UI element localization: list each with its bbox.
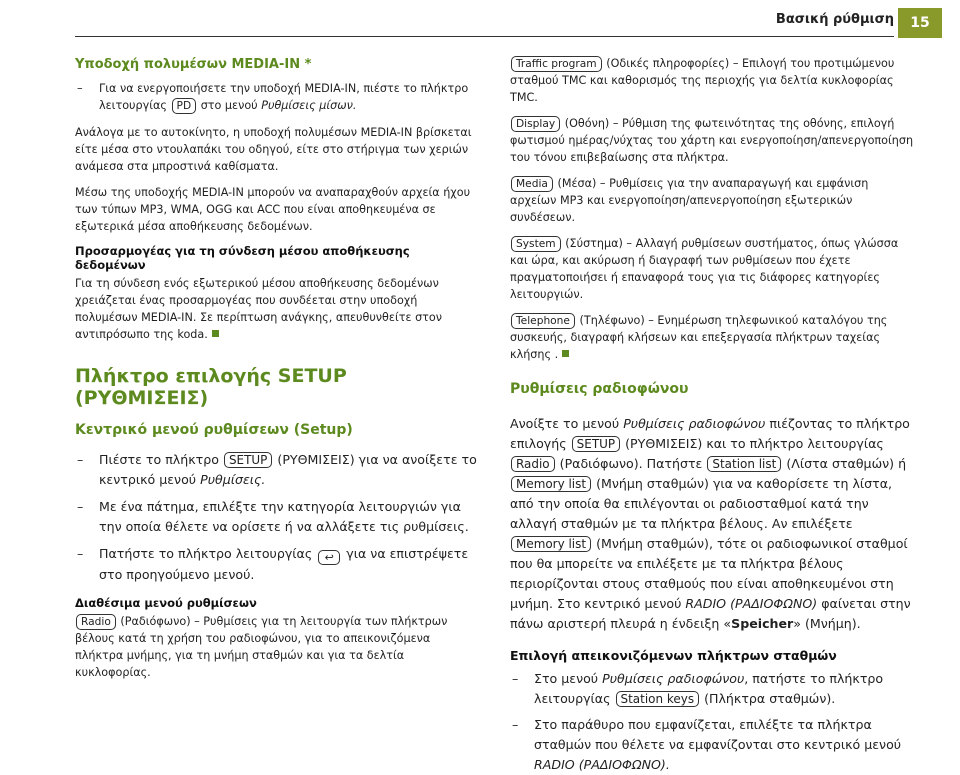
right-column [510,50,918,775]
pd-key[interactable]: PD [172,98,197,114]
traffic-program-key[interactable]: Traffic program [511,56,602,72]
station-keys-key[interactable]: Station keys [616,691,700,707]
setup-key-right[interactable]: SETUP [572,436,620,452]
header-title: Βασική ρύθμιση [775,12,894,27]
media-key[interactable]: Media [511,176,553,192]
setup-bullet-3: – Πατήστε το πλήκτρο λειτουργίας ↩ για να επιστρέψετε στο προηγούμενο μενού. [75,544,477,585]
memory-list-key[interactable]: Memory list [511,476,591,492]
radio-key[interactable]: Radio [76,614,116,630]
radio-menu-item: Radio (Ραδιόφωνο) – Ρυθμίσεις για τη λειτουργία των πλήκτρων βέλους κατά τη χρήση του ραδιοφώνου, για το απεικονιζόμενα πλήκτρα μνήμης, για τη μνήμη σταθμών και για τα δελτία κυκλοφορίας. [75,615,448,679]
page-number: 15 [898,8,942,38]
end-mark-icon [562,350,569,357]
display-key[interactable]: Display [511,116,560,132]
back-icon[interactable]: ↩ [318,550,340,565]
available-menus-heading: Διαθέσιμα μενού ρυθμίσεων [75,596,257,610]
left-column [75,50,477,681]
setup-bullet-2: – Με ένα πάτημα, επιλέξτε την κατηγορία λειτουργιών για την οποία θέλετε να ορίσετε ή να αλλάξετε τις ρυθμίσεις. [75,497,477,537]
station-keys-bullet-1: – Στο μενού Ρυθμίσεις ραδιοφώνου, πατήστε το πλήκτρο λειτουργίας Station keys (Πλήκτρα σταθμών). [510,669,918,709]
station-keys-bullet-2: – Στο παράθυρο που εμφανίζεται, επιλέξτε τα πλήκτρα σταθμών που θέλετε να εμφανίζονται στο κεντρικό μενού RADIO (ΡΑΔΙΟΦΩΝΟ). [510,715,918,775]
menu-item-system: System (Σύστημα) – Αλλαγή ρυθμίσεων συστήματος, όπως γλώσσα και ώρα, και ακύρωση ή διαγραφή των ρυθμίσεων που έχετε πραγματοποιήσει ή επαναφορά τους για τις διάφορες κατηγορίες λειτουργιών. [510,237,899,301]
menu-item-telephone: Telephone (Τηλέφωνο) – Ενημέρωση τηλεφωνικού καταλόγου της συσκευής, διαγραφή κλήσεων και επεξεργασία πλήκτρων ταχείας κλήσης . [510,314,888,361]
radio-settings-text: Ανοίξτε το μενού Ρυθμίσεις ραδιοφώνου πιέζοντας το πλήκτρο επιλογής SETUP (ΡΥΘΜΙΣΕΙΣ) και το πλήκτρο λειτουργίας Radio (Ραδιόφωνο). Πατήστε Station list (Λίστα σταθμών) ή Memory list (Μνήμη σταθμών) για να καθορίσετε τη λίστα, από την οποία θα επιλέγονται οι ραδιοσταθμοί κατά την αλλαγή σταθμών με τα πλήκτρα βέλους. Αν επιλέξετε Memory list (Μνήμη σταθμών), τότε οι ραδιοφωνικοί σταθμοί που θα μπορείτε να επιλέξετε με τα πλήκτρα βέλους περιορίζονται στους σταθμούς που είναι αποθηκευμένοι στη μνήμη. Στο κεντρικό μενού RADIO (ΡΑΔΙΟΦΩΝΟ) φαίνεται στην πάνω αριστερή πλευρά η ένδειξη «Speicher» (Μνήμη). [510,416,911,631]
media-in-para-1: Ανάλογα με το αυτοκίνητο, η υποδοχή πολυμέσων MEDIA-IN βρίσκεται είτε μέσα στο ντουλαπάκι του οδηγού, είτε στο στήριγμα των χεριών ανάμεσα στα μπροστινά καθίσματα. [75,126,472,173]
header-divider [75,36,894,37]
station-keys-heading: Επιλογή απεικονιζόμενων πλήκτρων σταθμών [510,648,837,663]
menu-item-display: Display (Οθόνη) – Ρύθμιση της φωτεινότητας της οθόνης, επιλογή φωτισμού ημέρας/νύχτας του χάρτη και ενεργοποίηση/απενεργοποίηση του τόνου επιβεβαίωσης στα πλήκτρα. [510,117,914,164]
radio-settings-heading: Ρυθμίσεις ραδιοφώνου [510,381,689,397]
page-header [0,8,960,38]
main-menu-heading: Κεντρικό μενού ρυθμίσεων (Setup) [75,422,353,438]
adapter-text: Για τη σύνδεση ενός εξωτερικού μέσου αποθήκευσης δεδομένων χρειάζεται ένας προσαρμογέας που συνδέεται στην υποδοχή πολυμέσων MEDIA-IN. Σε περίπτωση ανάγκης, απευθυνθείτε στον αντιπρόσωπο της koda. [75,277,442,341]
telephone-key[interactable]: Telephone [511,313,575,329]
menu-item-media: Media (Μέσα) – Ρυθμίσεις για την αναπαραγωγή και εμφάνιση αρχείων MP3 και ενεργοποίηση/απενεργοποίηση εξωτερικών συνδέσεων. [510,177,869,224]
media-in-bullet: – Για να ενεργοποιήσετε την υποδοχή MEDIA-IN, πιέστε το πλήκτρο λειτουργίας PD στο μενού Ρυθμίσεις μίσων. [75,80,477,114]
media-in-heading: Υποδοχή πολυμέσων MEDIA-IN * [75,57,312,72]
radio-key-right[interactable]: Radio [511,456,555,472]
end-mark-icon [212,330,219,337]
menu-item-traffic: Traffic program (Οδικές πληροφορίες) – Επιλογή του προτιμώμενου σταθμού TMC και καθορισμός της περιοχής για δελτία κυκλοφορίας TMC. [510,57,895,104]
system-key[interactable]: System [511,236,561,252]
station-list-key[interactable]: Station list [707,456,781,472]
adapter-heading: Προσαρμογέας για τη σύνδεση μέσου αποθήκευσης δεδομένων [75,244,410,272]
setup-key[interactable]: SETUP [224,452,272,468]
setup-bullet-1: – Πιέστε το πλήκτρο SETUP (ΡΥΘΜΙΣΕΙΣ) για να ανοίξετε το κεντρικό μενού Ρυθμίσεις. [75,450,477,490]
setup-heading: Πλήκτρο επιλογής SETUP (ΡΥΘΜΙΣΕΙΣ) [75,365,347,409]
memory-list-key-2[interactable]: Memory list [511,536,591,552]
media-in-para-2: Μέσω της υποδοχής MEDIA-IN μπορούν να αναπαραχθούν αρχεία ήχου των τύπων MP3, WMA, OGG και ACC που είναι αποθηκευμένα σε εξωτερικά μέσα αποθήκευσης δεδομένων. [75,186,471,233]
